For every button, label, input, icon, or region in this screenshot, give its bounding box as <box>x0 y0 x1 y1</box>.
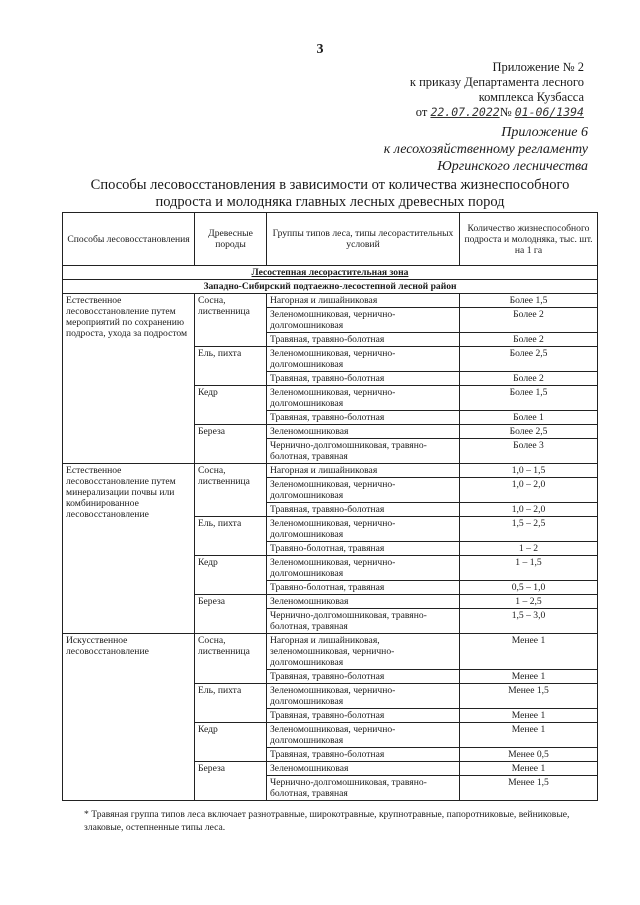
value-cell: Менее 1,5 <box>460 684 598 709</box>
value-cell: 1,0 – 2,0 <box>460 478 598 503</box>
group-cell: Травяно-болотная, травяная <box>267 542 460 556</box>
species-cell: Ель, пихта <box>195 684 267 723</box>
appendix-line-1: Приложение № 2 <box>492 60 584 74</box>
page-number: 3 <box>316 42 324 57</box>
value-cell: 1,5 – 3,0 <box>460 609 598 634</box>
group-cell: Зеленомошниковая <box>267 595 460 609</box>
value-cell: 1 – 2 <box>460 542 598 556</box>
zone-cell: Лесостепная лесорастительная зона <box>63 266 598 280</box>
appendix-line-2: к приказу Департамента лесного <box>409 75 584 89</box>
from-label: от <box>415 105 428 119</box>
species-cell: Сосна, лиственница <box>195 634 267 684</box>
species-cell: Кедр <box>195 556 267 595</box>
value-cell: Менее 1,5 <box>460 776 598 801</box>
value-cell: Более 1,5 <box>460 294 598 308</box>
appendix-6-line-2: к лесохозяйственному регламенту <box>383 142 588 157</box>
group-cell: Травяно-болотная, травяная <box>267 581 460 595</box>
value-cell: Более 2,5 <box>460 347 598 372</box>
appendix-block <box>324 60 584 120</box>
document-title: Способы лесовосстановления в зависимости от количества жизнеспособного подроста и молодняка главных лесных древесных пород <box>90 177 570 210</box>
group-cell: Травяная, травяно-болотная <box>267 709 460 723</box>
method-cell: Искусственное лесовосстановление <box>63 634 195 801</box>
group-cell: Нагорная и лишайниковая <box>267 294 460 308</box>
footnote: * Травяная группа типов леса включает разнотравные, широкотравные, крупнотравные, папоротниковые, вейниковые, злаковые, остепненные типы леса. <box>84 809 570 833</box>
order-number: 01-06/1394 <box>514 105 584 119</box>
group-cell: Зеленомошниковая, чернично-долгомошниковая <box>267 386 460 411</box>
group-cell: Зеленомошниковая, чернично-долгомошниковая <box>267 478 460 503</box>
value-cell: 1 – 1,5 <box>460 556 598 581</box>
appendix-line-3: комплекса Кузбасса <box>478 90 584 104</box>
header-species: Древесные породы <box>195 213 267 266</box>
group-cell: Зеленомошниковая <box>267 425 460 439</box>
group-cell: Нагорная и лишайниковая <box>267 464 460 478</box>
value-cell: Менее 0,5 <box>460 748 598 762</box>
district-cell: Западно-Сибирский подтаежно-лесостепной лесной район <box>63 280 598 294</box>
regeneration-table <box>62 212 598 801</box>
species-cell: Кедр <box>195 386 267 425</box>
table-row <box>63 464 598 478</box>
value-cell: Более 1,5 <box>460 386 598 411</box>
group-cell: Зеленомошниковая, чернично-долгомошниковая <box>267 308 460 333</box>
group-cell: Травяная, травяно-болотная <box>267 411 460 425</box>
group-cell: Травяная, травяно-болотная <box>267 372 460 386</box>
group-cell: Зеленомошниковая, чернично-долгомошниковая <box>267 723 460 748</box>
group-cell: Зеленомошниковая, чернично-долгомошниковая <box>267 347 460 372</box>
header-quantity: Количество жизнеспособного подроста и молодняка, тыс. шт. на 1 га <box>460 213 598 266</box>
table-body <box>63 266 598 801</box>
group-cell: Травяная, травяно-болотная <box>267 748 460 762</box>
species-cell: Ель, пихта <box>195 347 267 386</box>
appendix-6-line-1: Приложение 6 <box>501 125 588 140</box>
value-cell: 1,0 – 1,5 <box>460 464 598 478</box>
value-cell: 0,5 – 1,0 <box>460 581 598 595</box>
value-cell: Менее 1 <box>460 709 598 723</box>
appendix-6-block <box>258 124 588 175</box>
order-date: 22.07.2022 <box>430 105 500 119</box>
group-cell: Зеленомошниковая <box>267 762 460 776</box>
header-method: Способы лесовосстановления <box>63 213 195 266</box>
group-cell: Травяная, травяно-болотная <box>267 670 460 684</box>
order-line <box>324 105 584 120</box>
table-row <box>63 294 598 308</box>
header-row <box>63 213 598 266</box>
group-cell: Зеленомошниковая, чернично-долгомошниковая <box>267 684 460 709</box>
district-row <box>63 280 598 294</box>
value-cell: 1,0 – 2,0 <box>460 503 598 517</box>
species-cell: Сосна, лиственница <box>195 464 267 517</box>
group-cell: Травяная, травяно-болотная <box>267 503 460 517</box>
species-cell: Береза <box>195 595 267 634</box>
value-cell: Более 1 <box>460 411 598 425</box>
value-cell: Более 2 <box>460 372 598 386</box>
value-cell: 1,5 – 2,5 <box>460 517 598 542</box>
value-cell: Менее 1 <box>460 723 598 748</box>
value-cell: Более 3 <box>460 439 598 464</box>
value-cell: Более 2,5 <box>460 425 598 439</box>
species-cell: Кедр <box>195 723 267 762</box>
method-cell: Естественное лесовосстановление путем минерализации почвы или комбинированное лесовосстановление <box>63 464 195 634</box>
group-cell: Зеленомошниковая, чернично-долгомошниковая <box>267 517 460 542</box>
number-label: № <box>499 105 512 119</box>
group-cell: Зеленомошниковая, чернично-долгомошниковая <box>267 556 460 581</box>
species-cell: Береза <box>195 762 267 801</box>
value-cell: Менее 1 <box>460 762 598 776</box>
value-cell: Более 2 <box>460 308 598 333</box>
species-cell: Береза <box>195 425 267 464</box>
species-cell: Сосна, лиственница <box>195 294 267 347</box>
group-cell: Травяная, травяно-болотная <box>267 333 460 347</box>
group-cell: Чернично-долгомошниковая, травяно-болотная, травяная <box>267 776 460 801</box>
value-cell: Более 2 <box>460 333 598 347</box>
appendix-6-line-3: Юргинского лесничества <box>437 159 588 174</box>
group-cell: Чернично-долгомошниковая, травяно-болотная, травяная <box>267 609 460 634</box>
group-cell: Чернично-долгомошниковая, травяно-болотная, травяная <box>267 439 460 464</box>
table-row <box>63 634 598 670</box>
method-cell: Естественное лесовосстановление путем мероприятий по сохранению подроста, ухода за подростом <box>63 294 195 464</box>
species-cell: Ель, пихта <box>195 517 267 556</box>
zone-row <box>63 266 598 280</box>
value-cell: Менее 1 <box>460 670 598 684</box>
value-cell: Менее 1 <box>460 634 598 670</box>
header-groups: Группы типов леса, типы лесорастительных условий <box>267 213 460 266</box>
group-cell: Нагорная и лишайниковая, зеленомошниковая, чернично-долгомошниковая <box>267 634 460 670</box>
value-cell: 1 – 2,5 <box>460 595 598 609</box>
